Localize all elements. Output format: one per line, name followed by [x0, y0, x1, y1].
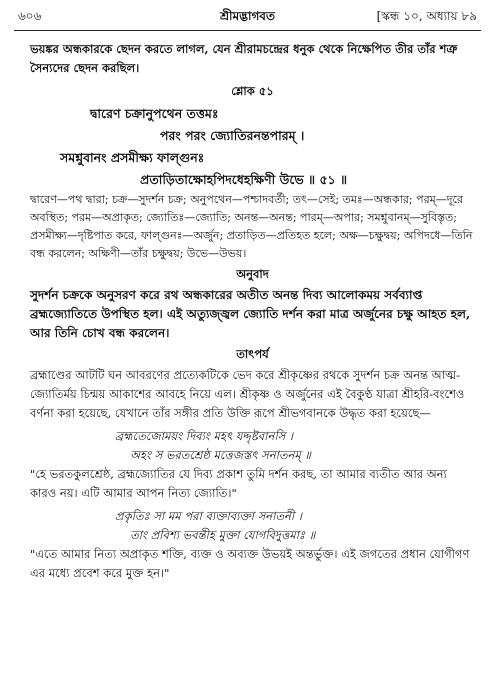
book-title: শ্রীমদ্ভাগবত: [219, 9, 275, 23]
translation-text: সুদর্শন চক্রকে অনুসরণ করে রথ অন্ধকারের অতীত অনন্ত দিব্য আলোকময় সর্বব্যাপ্ত ব্রহ্মজ্যোতিতে উপস্থিত হল। এই অত্যুজ্জ্বল জ্যোতি দর্শন করা মাত্র অর্জুনের চক্ষু আহত হল, আর তিনি চোখ বন্ধ করলেন।: [30, 288, 471, 340]
purport-heading: তাৎপর্য: [236, 347, 269, 361]
word-meanings: দ্বারেণ—পথ দ্বারা; চক্র—সুদর্শন চক্র; অনুপথেন—পশ্চাদবর্তী; তৎ—সেই; তমঃ—অন্ধকার; পরম্—দূরে অবস্থিত; পরম—অপ্রাকৃত; জ্যোতিঃ—জ্যোতি; অনন্ত—অনন্ত; পারম্—অপার; সমশ্নুবানম্—সুবিস্তৃত; প্রসমীক্ষ্য—দৃষ্টিপাত করে, ফাল্গুনঃ—অর্জুন; প্রতাড়িত—প্রতিহত হলে; অক্ষ—চক্ষুদ্বয়; অপিদধে—তিনি বন্ধ করলেন; অক্ষিণী—তাঁর চক্ষুদ্বয়; উভে—উভয়।: [30, 193, 473, 260]
header-rule: [14, 30, 481, 31]
translation-heading: অনুবাদ: [236, 267, 269, 281]
quote-2-line-1: প্রকৃতিঃ সা মম পরা ব্যক্তাব্যক্তা সনাতনী ।: [115, 509, 302, 523]
quote-2: [30, 507, 475, 545]
purport-paragraph-1: ব্রহ্মাণ্ডের আটটি ঘন আবরণের প্রত্যেকটিকে ভেদ করে শ্রীকৃষ্ণের রথকে সুদর্শন চক্র অনন্ত আত্ম-জ্যোতির্ময় চিন্ময় আকাশের আবহে নিয়ে এল। শ্রীকৃষ্ণ ও অর্জুনের এই বৈকুণ্ঠ যাত্রা শ্রীহরি-বংশেও বর্ণনা করা হয়েছে, যেখানে তাঁর সঙ্গীর প্রতি উক্তি রূপে শ্রীভগবানকে উদ্ধৃত করা হয়েছে—: [30, 368, 465, 420]
page-content: [30, 40, 475, 583]
quote-1-line-1: ব্রহ্মতেজোময়ং দিব্যং মহৎ যদ্দৃষ্টবানসি ।: [115, 429, 293, 443]
verse-line-4: প্রতাড়িতাক্ষোহপিদধেহক্ষিণী উভে ॥ ৫১ ॥: [140, 172, 348, 187]
quote-2-line-2: তাং প্রবিশ্য ভবন্তীহ মুক্তা যোগবিদুত্তমাঃ ॥: [130, 528, 316, 542]
purport-paragraph-2: "হে ভরতকুলশ্রেষ্ঠ, ব্রহ্মজ্যোতির যে দিব্য প্রকাশ তুমি দর্শন করছ, তা আমার ব্যতীত আর অন্য কারও নয়। এটি আমার আপন নিত্য জ্যোতি।": [30, 467, 447, 500]
page-header: [14, 8, 481, 28]
verse-line-3: সমশ্নুবানং প্রসমীক্ষ্য ফাল্গুনঃ: [60, 150, 205, 165]
sanskrit-verse: [30, 103, 475, 191]
intro-paragraph: ভয়ঙ্কর অন্ধকারকে ছেদন করতে লাগল, যেন শ্রীরামচন্দ্রের ধনুক থেকে নিক্ষেপিত তীর তাঁর শত্রু সৈন্যদের ছেদন করছিল।: [30, 42, 458, 75]
verse-line-1: দ্বারেণ চক্রানুপথেন তত্তমঃ: [90, 106, 219, 121]
quote-1-line-2: অহং স ভরতশ্রেষ্ঠ মত্তেজস্তৎ সনাতনম্ ॥: [130, 448, 311, 462]
page-number: ৬০৬: [18, 9, 42, 23]
verse-line-2: পরং পরং জ্যোতিরনন্তপারম্ ।: [160, 128, 305, 143]
quote-1: [30, 427, 475, 465]
purport-paragraph-3: "এতে আমার নিত্য অপ্রাকৃত শক্তি, ব্যক্ত ও অব্যক্ত উভয়ই অন্তর্ভুক্ত। এই জগতের প্রধান যোগীগণ এর মধ্যে প্রবেশ করে মুক্ত হন।": [30, 547, 470, 580]
section-reference: [স্কন্ধ ১০, অধ্যায় ৮৯: [376, 9, 477, 23]
shloka-heading: শ্লোক ৫১: [231, 84, 274, 98]
